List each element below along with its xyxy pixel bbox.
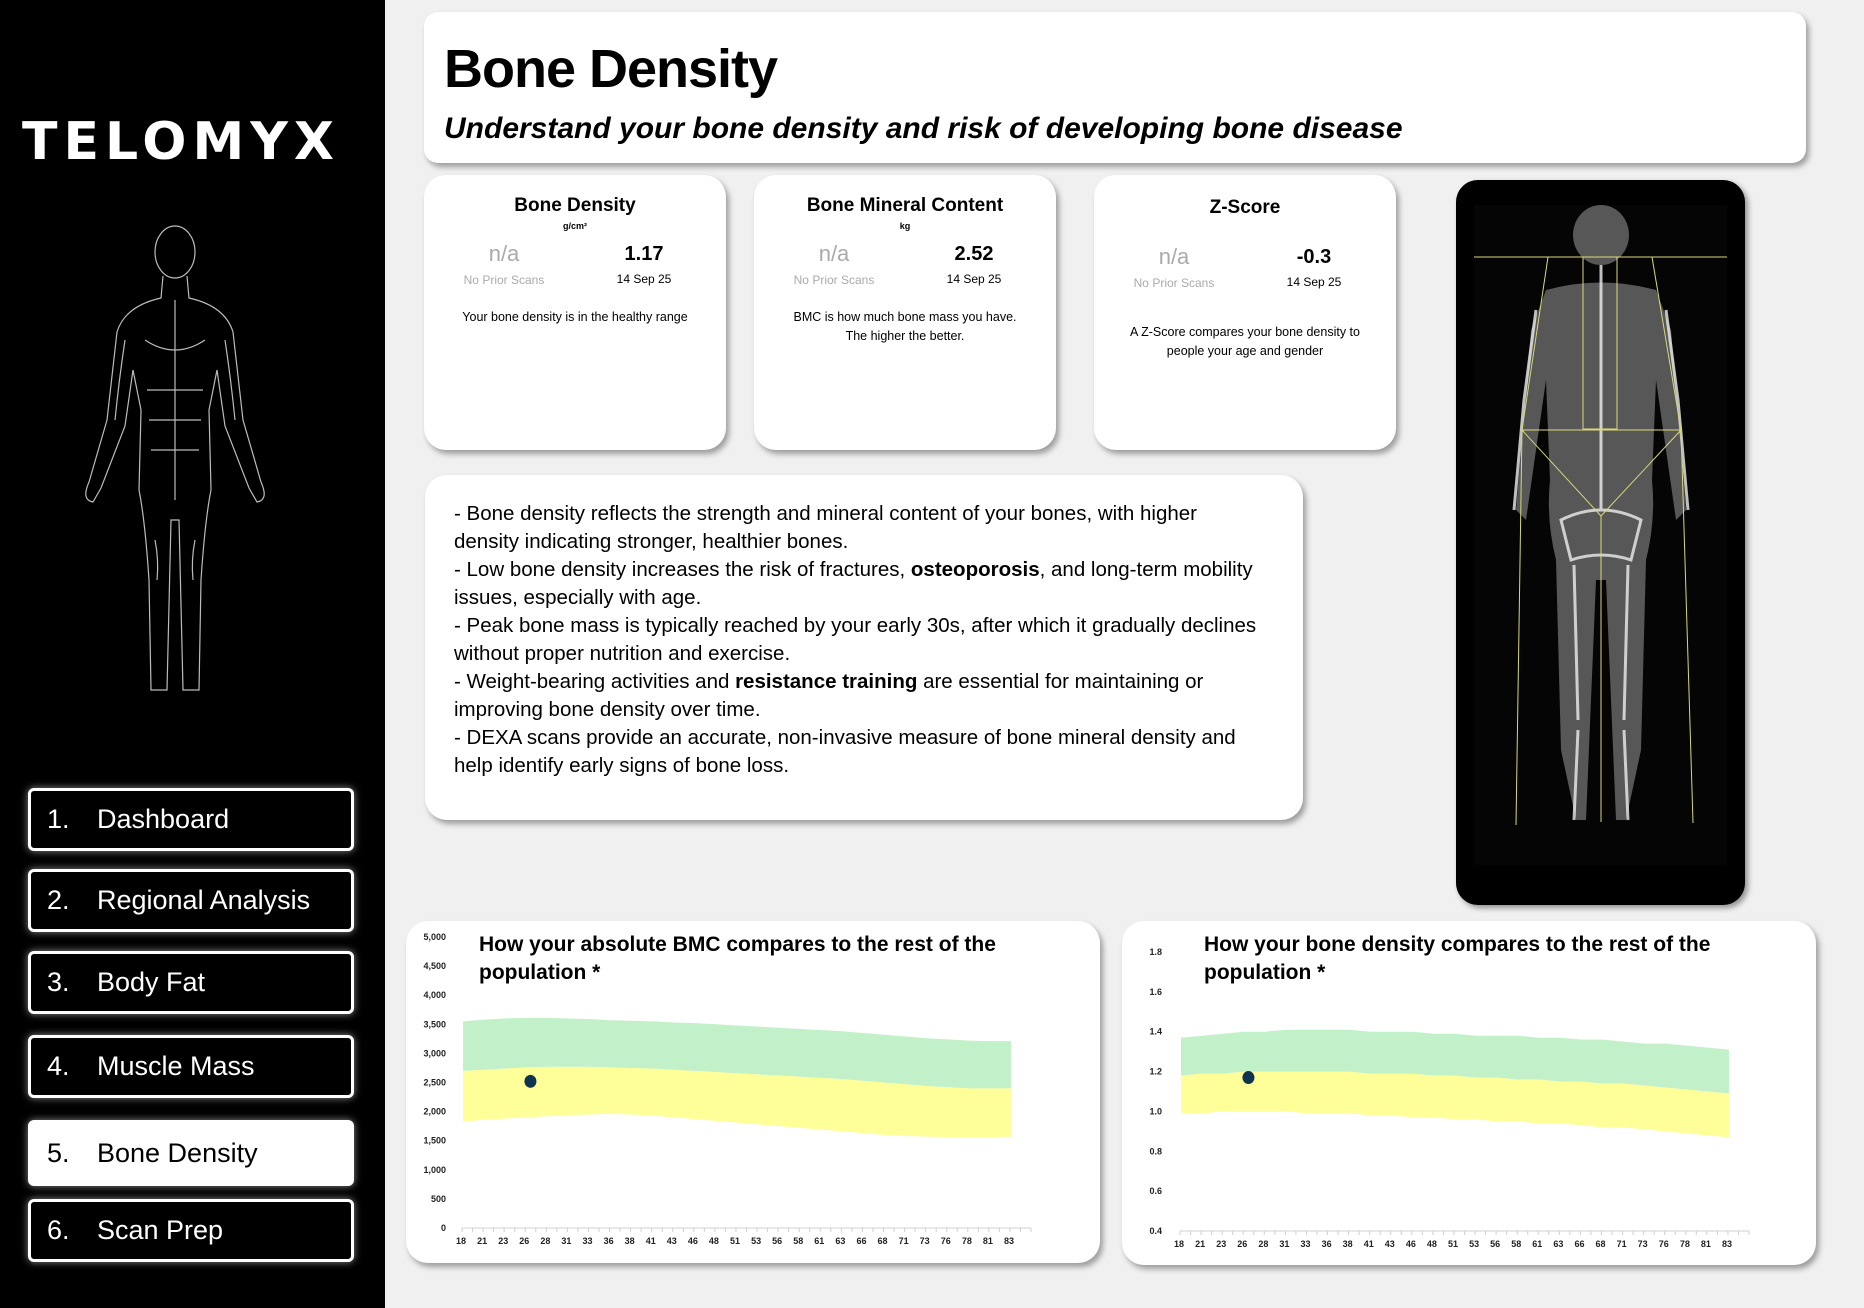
- body-wireframe-illustration: [55, 220, 295, 730]
- x-tick-label: 68: [877, 1236, 888, 1246]
- x-tick-label: 31: [561, 1236, 572, 1246]
- x-tick-label: 71: [898, 1236, 909, 1246]
- x-tick-label: 76: [1658, 1239, 1669, 1249]
- x-tick-label: 18: [1174, 1239, 1185, 1249]
- nav-label: Regional Analysis: [97, 885, 311, 915]
- nav-label: Bone Density: [97, 1137, 258, 1168]
- current-scan: [914, 241, 1034, 286]
- nav-body-fat[interactable]: [28, 951, 354, 1014]
- x-tick-label: 18: [456, 1236, 467, 1246]
- y-tick-label: 1.8: [1149, 947, 1162, 957]
- x-tick-label: 63: [1553, 1239, 1564, 1249]
- x-tick-label: 73: [1637, 1239, 1648, 1249]
- x-tick-label: 41: [1363, 1239, 1374, 1249]
- z-score-card: [1094, 175, 1396, 450]
- chart-title: How your bone density compares to the rest of the population *: [1204, 933, 1711, 984]
- x-tick-label: 36: [603, 1236, 614, 1246]
- x-tick-label: 43: [1384, 1239, 1395, 1249]
- x-tick-label: 61: [1532, 1239, 1543, 1249]
- current-date: 14 Sep 25: [946, 272, 1002, 286]
- metric-description: A Z-Score compares your bone density to people your age and gender: [1130, 325, 1360, 358]
- x-tick-label: 71: [1616, 1239, 1627, 1249]
- nav-bone-density[interactable]: [28, 1120, 354, 1186]
- info-bullet: - Low bone density increases the risk of fractures, osteoporosis, and long-term mobility issues, especially with age.: [454, 558, 1253, 609]
- current-date: 14 Sep 25: [616, 272, 672, 286]
- x-tick-label: 58: [1511, 1239, 1522, 1249]
- prior-value: n/a: [488, 241, 520, 266]
- x-tick-label: 38: [1342, 1239, 1353, 1249]
- prior-label: No Prior Scans: [1133, 276, 1215, 290]
- x-tick-label: 76: [940, 1236, 951, 1246]
- x-tick-label: 38: [624, 1236, 635, 1246]
- x-tick-label: 61: [814, 1236, 825, 1246]
- x-tick-label: 53: [1469, 1239, 1480, 1249]
- x-tick-label: 56: [772, 1236, 783, 1246]
- your-result-marker: [1242, 1071, 1254, 1084]
- x-tick-label: 28: [1258, 1239, 1269, 1249]
- x-tick-label: 26: [519, 1236, 530, 1246]
- y-tick-label: 2,000: [423, 1106, 446, 1117]
- x-tick-label: 33: [1300, 1239, 1311, 1249]
- prior-label: No Prior Scans: [793, 273, 875, 287]
- metric-unit: kg: [899, 221, 911, 231]
- nav-number: 5.: [47, 1137, 70, 1168]
- x-tick-label: 83: [1003, 1236, 1014, 1246]
- current-value: 2.52: [954, 243, 994, 265]
- current-value: -0.3: [1296, 246, 1332, 268]
- bone-density-card: [424, 175, 726, 450]
- x-tick-label: 66: [856, 1236, 867, 1246]
- x-tick-label: 36: [1321, 1239, 1332, 1249]
- telomyx-logo: TELOMYX: [22, 112, 340, 172]
- x-tick-label: 48: [708, 1236, 719, 1246]
- y-tick-label: 1.6: [1149, 986, 1162, 997]
- x-tick-label: 78: [961, 1236, 972, 1246]
- y-tick-label: 5,000: [423, 932, 446, 942]
- prior-scan: [774, 241, 894, 287]
- info-bullet: - Bone density reflects the strength and mineral content of your bones, with higher density indicating stronger, healthier bones.: [454, 502, 1197, 553]
- x-tick-label: 21: [477, 1236, 488, 1246]
- x-tick-label: 23: [1216, 1239, 1227, 1249]
- metric-description: Your bone density is in the healthy range: [462, 310, 688, 324]
- dexa-scan-image: [1456, 180, 1745, 905]
- x-tick-label: 78: [1679, 1239, 1690, 1249]
- x-tick-label: 56: [1490, 1239, 1501, 1249]
- nav-number: 3.: [47, 967, 70, 997]
- current-value: 1.17: [624, 243, 664, 265]
- y-tick-label: 0.8: [1149, 1146, 1162, 1157]
- sidebar: [0, 0, 385, 1308]
- x-tick-label: 63: [835, 1236, 846, 1246]
- info-bullet: - Peak bone mass is typically reached by your early 30s, after which it gradually declines without proper nutrition and exercise.: [454, 614, 1257, 665]
- nav-dashboard[interactable]: [28, 788, 354, 851]
- page-subtitle: Understand your bone density and risk of developing bone disease: [444, 112, 1403, 145]
- nav-label: Dashboard: [97, 804, 230, 834]
- nav-regional-analysis[interactable]: [28, 869, 354, 932]
- nav-label: Scan Prep: [97, 1215, 224, 1245]
- prior-label: No Prior Scans: [463, 273, 545, 287]
- bmc-population-chart: [406, 921, 1100, 1263]
- bone-density-info-card: [425, 475, 1303, 820]
- y-tick-label: 3,000: [423, 1048, 446, 1059]
- nav-muscle-mass[interactable]: [28, 1035, 354, 1098]
- y-tick-label: 0.6: [1149, 1186, 1162, 1197]
- current-scan: [1254, 244, 1374, 289]
- x-tick-label: 53: [751, 1236, 762, 1246]
- nav-number: 4.: [47, 1051, 70, 1081]
- prior-value: n/a: [1158, 244, 1190, 269]
- x-tick-label: 83: [1721, 1239, 1732, 1249]
- chart-title: How your absolute BMC compares to the rest of the population *: [479, 933, 996, 984]
- y-tick-label: 500: [430, 1193, 446, 1204]
- info-bullet: - DEXA scans provide an accurate, non-invasive measure of bone mineral density and help identify early signs of bone loss.: [454, 726, 1236, 777]
- current-scan: [584, 241, 704, 286]
- skeleton-xray-icon: [1456, 180, 1745, 905]
- x-tick-label: 23: [498, 1236, 509, 1246]
- prior-value: n/a: [818, 241, 850, 266]
- x-tick-label: 21: [1195, 1239, 1206, 1249]
- nav-number: 2.: [47, 885, 70, 915]
- x-tick-label: 43: [666, 1236, 677, 1246]
- metric-title: Bone Mineral Content: [806, 195, 1004, 216]
- y-tick-label: 1.0: [1149, 1106, 1162, 1117]
- y-tick-label: 1,500: [423, 1135, 446, 1146]
- y-tick-label: 4,000: [423, 990, 446, 1001]
- y-tick-label: 0.4: [1149, 1226, 1162, 1236]
- info-bullet: - Weight-bearing activities and resistance training are essential for maintaining or improving bone density over time.: [454, 670, 1204, 721]
- metric-title: Z-Score: [1209, 197, 1281, 218]
- prior-scan: [1114, 244, 1234, 290]
- x-tick-label: 31: [1279, 1239, 1290, 1249]
- x-tick-label: 46: [1405, 1239, 1416, 1249]
- your-result-marker: [524, 1075, 536, 1088]
- nav-number: 1.: [47, 804, 70, 834]
- bone-mineral-content-card: [754, 175, 1056, 450]
- page-title: Bone Density: [444, 39, 778, 99]
- metric-description: BMC is how much bone mass you have. The higher the better.: [793, 310, 1017, 343]
- x-tick-label: 68: [1595, 1239, 1606, 1249]
- metric-title: Bone Density: [514, 195, 636, 216]
- metric-unit: g/cm²: [562, 221, 587, 231]
- y-tick-label: 1.4: [1149, 1026, 1162, 1037]
- y-tick-label: 1.2: [1149, 1066, 1162, 1077]
- nav-label: Body Fat: [97, 967, 206, 997]
- x-tick-label: 58: [793, 1236, 804, 1246]
- x-tick-label: 81: [1700, 1239, 1711, 1249]
- y-tick-label: 2,500: [423, 1077, 446, 1088]
- nav-scan-prep[interactable]: [28, 1199, 354, 1262]
- x-tick-label: 81: [982, 1236, 993, 1246]
- bone-density-population-chart: [1122, 921, 1816, 1265]
- nav-number: 6.: [47, 1215, 70, 1245]
- info-bullet-list: [454, 500, 1263, 780]
- x-tick-label: 33: [582, 1236, 593, 1246]
- x-tick-label: 28: [540, 1236, 551, 1246]
- x-tick-label: 41: [645, 1236, 656, 1246]
- y-tick-label: 4,500: [423, 961, 446, 972]
- y-tick-label: 3,500: [423, 1019, 446, 1030]
- x-tick-label: 51: [730, 1236, 741, 1246]
- x-tick-label: 66: [1574, 1239, 1585, 1249]
- x-tick-label: 48: [1426, 1239, 1437, 1249]
- x-tick-label: 26: [1237, 1239, 1248, 1249]
- x-tick-label: 73: [919, 1236, 930, 1246]
- x-tick-label: 51: [1448, 1239, 1459, 1249]
- page-header: [424, 12, 1806, 163]
- prior-scan: [444, 241, 564, 287]
- y-tick-label: 0: [440, 1223, 446, 1233]
- nav-label: Muscle Mass: [97, 1051, 255, 1081]
- x-tick-label: 46: [687, 1236, 698, 1246]
- current-date: 14 Sep 25: [1286, 275, 1342, 289]
- y-tick-label: 1,000: [423, 1164, 446, 1175]
